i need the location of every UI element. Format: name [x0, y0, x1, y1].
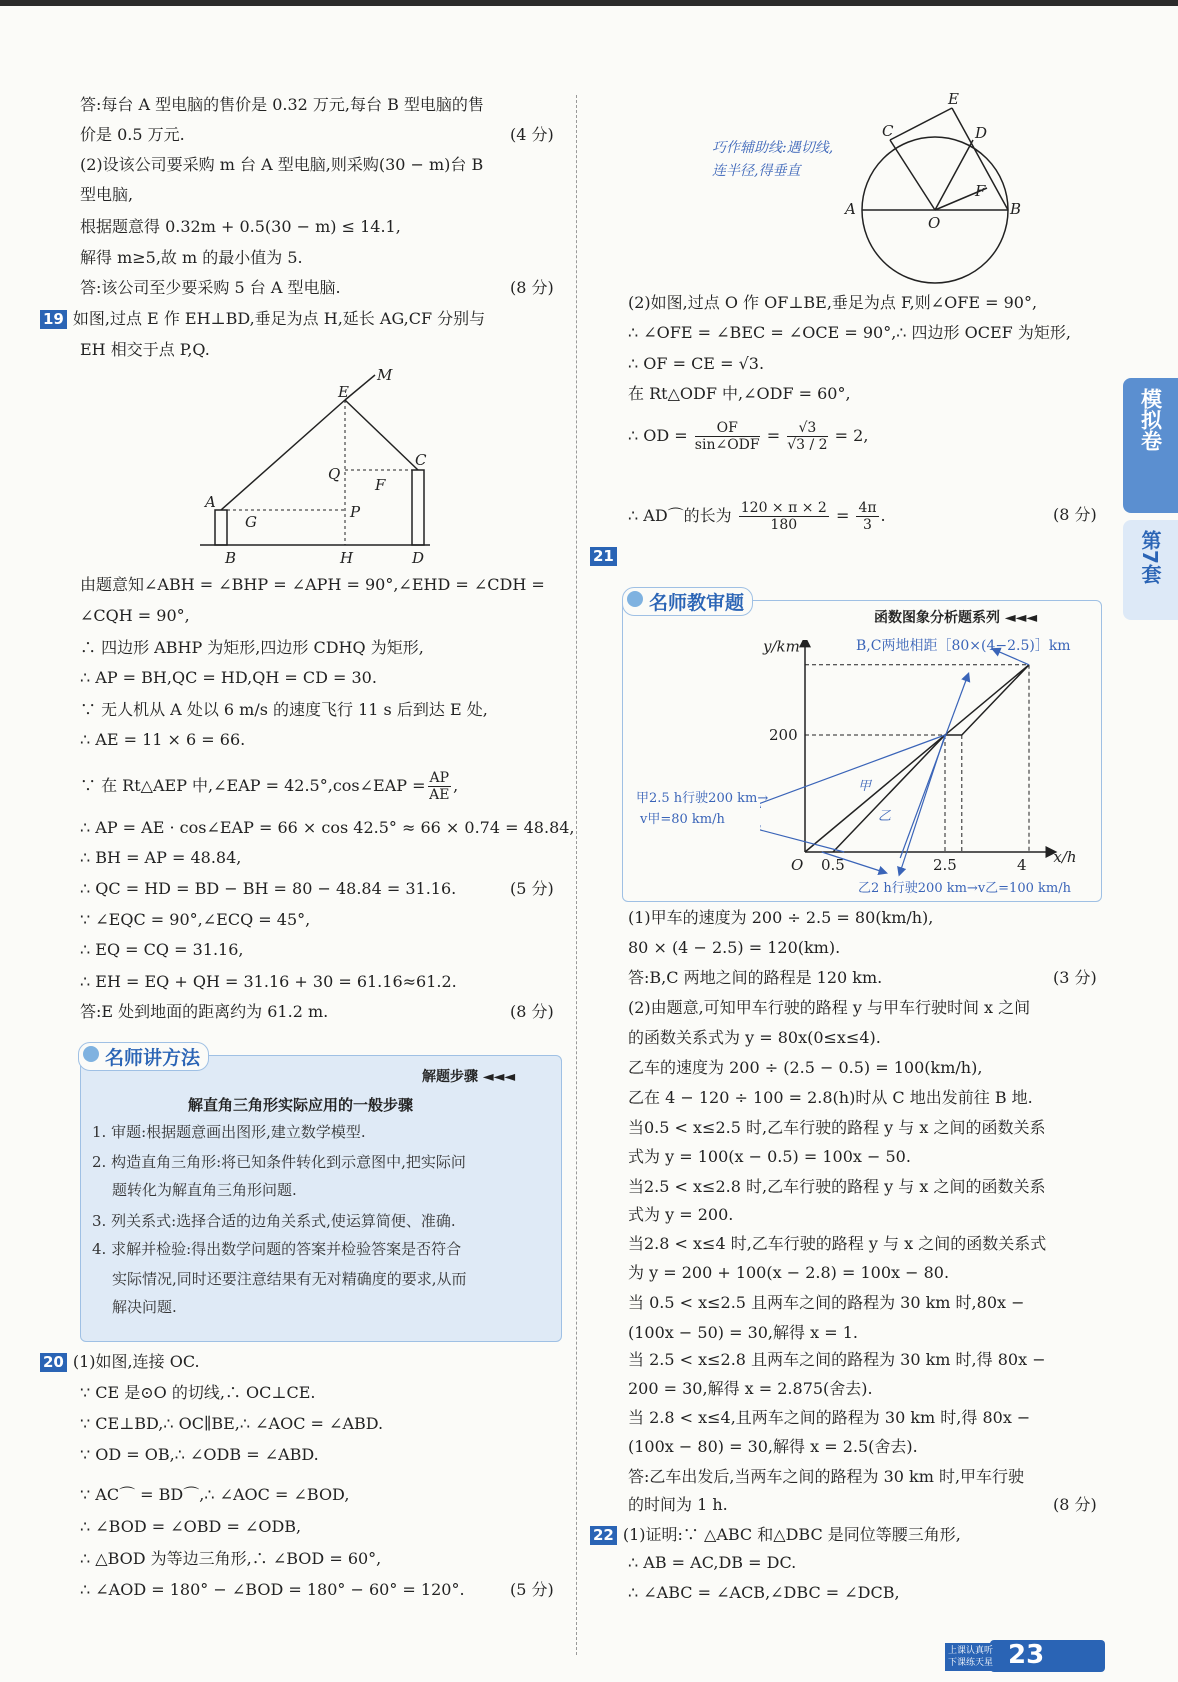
series-line-乙 — [833, 665, 1029, 852]
step: 3. 列关系式:选择合适的边角关系式,使运算简便、准确. — [92, 1212, 456, 1230]
text-line: 答:乙车出发后,当两车之间的路程为 30 km 时,甲车行驶 — [628, 1467, 1025, 1486]
score: (8 分) — [1053, 1495, 1097, 1514]
text-line: 的时间为 1 h. — [628, 1495, 728, 1514]
text-line: ∴ AP = BH,QC = HD,QH = CD = 30. — [80, 668, 377, 687]
slogan-line: 下课练天星 — [948, 1658, 994, 1668]
label: D — [975, 124, 988, 142]
fraction — [787, 420, 827, 453]
question-number: 21 — [590, 547, 617, 566]
annotation: 甲2.5 h行驶200 km→ — [636, 791, 769, 806]
text-line: 当 2.8 < x≤4,且两车之间的路程为 30 km 时,得 80x − — [628, 1408, 1031, 1427]
text-line: ∴ AP = AE · cos∠EAP = 66 × cos 42.5° ≈ 66 × 0.74 = 48.84, — [80, 818, 575, 837]
text-line: ∵ ∠EQC = 90°,∠ECQ = 45°, — [80, 910, 311, 929]
scan-top-edge — [0, 0, 1178, 6]
question-number: 22 — [590, 1526, 617, 1545]
fraction — [428, 770, 452, 803]
annotation: v甲=80 km/h — [640, 812, 725, 827]
origin-label: O — [791, 856, 804, 874]
text-line: (2)设该公司要采购 m 台 A 型电脑,则采购(30 − m)台 B — [80, 155, 484, 174]
question-20 — [40, 1352, 200, 1372]
label: F — [975, 182, 986, 200]
label: A — [205, 493, 216, 511]
tab-label: 第7套 — [1138, 530, 1162, 584]
text-line: 根据题意得 0.32m + 0.5(30 − m) ≤ 14.1, — [80, 217, 401, 236]
annotation: B,C两地相距［80×(4−2.5)］km — [856, 638, 1071, 654]
arc-line — [628, 500, 886, 533]
text-line: ∵ 在 Rt△AEP 中,∠EAP = 42.5°,cos∠EAP = $\frac{AP}{AE}$ , — [80, 770, 459, 803]
series-label-jia: 甲 — [858, 779, 872, 794]
text-line: 80 × (4 − 2.5) = 120(km). — [628, 938, 841, 957]
text-line: ∵ OD = OB,∴ ∠ODB = ∠ABD. — [80, 1445, 319, 1464]
annotation: 巧作辅助线:遇切线, — [712, 140, 834, 156]
text-line: 当2.8 < x≤4 时,乙车行驶的路程 y 与 x 之间的函数关系式 — [628, 1234, 1047, 1253]
step: 题转化为解直角三角形问题. — [112, 1181, 297, 1199]
text: = — [835, 506, 850, 525]
text-line: (2)由题意,可知甲车行驶的路程 y 与甲车行驶时间 x 之间 — [628, 998, 1031, 1017]
step: 1. 审题:根据题意画出图形,建立数学模型. — [92, 1123, 366, 1141]
step: 实际情况,同时还要注意结果有无对精确度的要求,从而 — [112, 1270, 467, 1288]
label: H — [340, 549, 354, 567]
method-box-tag: 解题步骤 ◄◄◄ — [422, 1069, 516, 1085]
text-line: 式为 y = 200. — [628, 1205, 734, 1224]
text-line: (100x − 80) = 30,解得 x = 2.5(舍去). — [628, 1437, 918, 1456]
label: D — [412, 549, 425, 567]
text-line: ∴ QC = HD = BD − BH = 80 − 48.84 = 31.16. — [80, 879, 457, 898]
score: (5 分) — [510, 879, 554, 898]
denominator: √3 / 2 — [787, 437, 828, 453]
text-line: ∴ ∠OFE = ∠BEC = ∠OCE = 90°,∴ 四边形 OCEF 为矩形, — [628, 323, 1071, 342]
label: Q — [328, 465, 341, 483]
text-line: 乙在 4 − 120 ÷ 100 = 2.8(h)时从 C 地出发前往 B 地. — [628, 1088, 1033, 1107]
denominator: 180 — [770, 517, 798, 533]
score: (3 分) — [1053, 968, 1097, 987]
od-line — [628, 420, 868, 453]
text-line: 乙车的速度为 200 ÷ (2.5 − 0.5) = 100(km/h), — [628, 1058, 983, 1077]
text-line: 答:B,C 两地之间的路程是 120 km. — [628, 968, 883, 987]
text: (1)如图,连接 OC. — [72, 1352, 200, 1371]
text-line: ∴ ∠BOD = ∠OBD = ∠ODB, — [80, 1517, 302, 1536]
text-line: 价是 0.5 万元. — [80, 125, 185, 144]
review-box-header — [622, 587, 753, 616]
score: (4 分) — [510, 125, 554, 144]
distance-time-chart — [760, 640, 1080, 880]
text-line: ∴ EQ = CQ = 31.16, — [80, 940, 244, 959]
text-line: 200 = 30,解得 x = 2.875(舍去). — [628, 1379, 873, 1398]
text: 如图,过点 E 作 EH⊥BD,垂足为点 H,延长 AG,CF 分别与 — [72, 309, 486, 328]
side-tab-mock-exam[interactable] — [1123, 378, 1178, 513]
label: G — [245, 513, 257, 531]
numerator: AP — [429, 770, 450, 786]
label: O — [928, 214, 941, 232]
text-line: ∴ OF = CE = √3. — [628, 354, 765, 373]
text: (1)证明:∵ △ABC 和△DBC 是同位等腰三角形, — [622, 1525, 961, 1544]
text-line: 答:每台 A 型电脑的售价是 0.32 万元,每台 B 型电脑的售 — [80, 95, 484, 114]
text: . — [880, 506, 886, 525]
annotation-arrow — [900, 677, 967, 859]
label: C — [882, 122, 894, 140]
denominator: sin∠ODF — [694, 437, 760, 453]
flower-icon — [83, 1046, 99, 1062]
page-number: 23 — [1008, 1640, 1045, 1670]
fraction — [856, 500, 878, 533]
score: (5 分) — [510, 1580, 554, 1599]
text-line: ∴ AB = AC,DB = DC. — [628, 1553, 797, 1572]
score: (8 分) — [510, 1002, 554, 1021]
text-line: ∠CQH = 90°, — [80, 606, 190, 625]
diagram-19 — [190, 365, 450, 575]
text-line: ∴ △BOD 为等边三角形,∴ ∠BOD = 60°, — [80, 1549, 382, 1568]
label: B — [1010, 200, 1022, 218]
column-divider — [576, 95, 577, 1655]
label: A — [845, 200, 856, 218]
footer-slogan — [945, 1643, 996, 1671]
text: ∴ OD = — [628, 426, 688, 445]
step: 解决问题. — [112, 1298, 177, 1316]
denominator: 3 — [863, 517, 872, 533]
x-axis-label: x/h — [1053, 848, 1077, 866]
numerator: 120 × π × 2 — [740, 500, 827, 516]
text: = 2, — [834, 426, 869, 445]
label: P — [350, 503, 361, 521]
numerator: 4π — [858, 500, 877, 516]
label: E — [338, 383, 349, 401]
text-line: 当0.5 < x≤2.5 时,乙车行驶的路程 y 与 x 之间的函数关系 — [628, 1118, 1046, 1137]
label: B — [225, 549, 237, 567]
text-line: ∵ 无人机从 A 处以 6 m/s 的速度飞行 11 s 后到达 E 处, — [80, 700, 488, 719]
text-line: EH 相交于点 P,Q. — [80, 340, 210, 359]
text: ∴ AD⌒的长为 — [628, 506, 732, 525]
text-line: (100x − 50) = 30,解得 x = 1. — [628, 1323, 858, 1342]
text-line: ∴ 四边形 ABHP 为矩形,四边形 CDHQ 为矩形, — [80, 638, 424, 657]
text-line: 式为 y = 100(x − 0.5) = 100x − 50. — [628, 1147, 911, 1166]
text-line: 解得 m≥5,故 m 的最小值为 5. — [80, 248, 303, 267]
text-line: 在 Rt△ODF 中,∠ODF = 60°, — [628, 384, 851, 403]
question-21 — [590, 546, 623, 566]
text-line: ∴ BH = AP = 48.84, — [80, 848, 242, 867]
flower-icon — [627, 591, 643, 607]
text-line: 的函数关系式为 y = 80x(0≤x≤4). — [628, 1028, 881, 1047]
slogan-line: 上课认真听 — [948, 1646, 994, 1656]
text: ∵ 在 Rt△AEP 中,∠EAP = 42.5°,cos∠EAP = — [80, 776, 426, 795]
series-label-yi: 乙 — [878, 809, 892, 824]
annotation: 乙2 h行驶200 km→v乙=100 km/h — [858, 881, 1071, 896]
circle-diagram — [840, 90, 1040, 290]
x-tick-label: 2.5 — [933, 856, 957, 874]
y-tick-label: 200 — [769, 726, 798, 744]
text-line: ∴ EH = EQ + QH = 31.16 + 30 = 61.16≈61.2. — [80, 972, 457, 991]
x-tick-label: 0.5 — [821, 856, 845, 874]
label: E — [948, 90, 959, 108]
text-line: (2)如图,过点 O 作 OF⊥BE,垂足为点 F,则∠OFE = 90°, — [628, 293, 1038, 312]
header-text: 名师讲方法 — [105, 1047, 201, 1069]
question-19 — [40, 309, 485, 329]
fraction — [739, 500, 829, 533]
header-text: 名师教审题 — [649, 592, 745, 614]
label: C — [415, 451, 427, 469]
fraction — [695, 420, 760, 453]
text-line: 为 y = 200 + 100(x − 2.8) = 100x − 80. — [628, 1263, 950, 1282]
numerator: √3 — [787, 420, 827, 437]
text-line: 当 0.5 < x≤2.5 且两车之间的路程为 30 km 时,80x − — [628, 1293, 1025, 1312]
y-axis-label: y/km — [763, 640, 800, 656]
question-number: 19 — [40, 310, 67, 329]
text-line: ∵ AC⌒ = BD⌒,∴ ∠AOC = ∠BOD, — [80, 1485, 350, 1504]
text-line: ∴ ∠AOD = 180° − ∠BOD = 180° − 60° = 120°. — [80, 1580, 465, 1599]
annotation-arrow — [760, 829, 844, 852]
annotation: 连半径,得垂直 — [712, 163, 801, 179]
denominator: AE — [429, 787, 450, 803]
text: = — [766, 426, 781, 445]
question-number: 20 — [40, 1353, 67, 1372]
text-line: ∴ ∠ABC = ∠ACB,∠DBC = ∠DCB, — [628, 1583, 900, 1602]
step: 2. 构造直角三角形:将已知条件转化到示意图中,把实际问 — [92, 1153, 466, 1171]
text-line: 当2.5 < x≤2.8 时,乙车行驶的路程 y 与 x 之间的函数关系 — [628, 1177, 1046, 1196]
numerator: OF — [695, 420, 760, 437]
label: F — [375, 476, 386, 494]
text-line: 答:该公司至少要采购 5 台 A 型电脑. — [80, 278, 341, 297]
question-22 — [590, 1525, 961, 1545]
text-line: 型电脑, — [80, 185, 134, 204]
step: 4. 求解并检验:得出数学问题的答案并检验答案是否符合 — [92, 1240, 462, 1258]
text-line: ∵ CE 是⊙O 的切线,∴ OC⊥CE. — [80, 1383, 316, 1402]
series-line-甲 — [805, 665, 1029, 852]
text-line: 当 2.5 < x≤2.8 且两车之间的路程为 30 km 时,得 80x − — [628, 1350, 1046, 1369]
method-box-title: 解直角三角形实际应用的一般步骤 — [188, 1096, 414, 1114]
text-line: 由题意知∠ABH = ∠BHP = ∠APH = 90°,∠EHD = ∠CDH = — [80, 575, 545, 594]
tab-label: 模拟卷 — [1138, 388, 1163, 451]
text-line: (1)甲车的速度为 200 ÷ 2.5 = 80(km/h), — [628, 908, 934, 927]
text-line: ∵ CE⊥BD,∴ OC∥BE,∴ ∠AOC = ∠ABD. — [80, 1414, 384, 1433]
annotation-arrow — [995, 650, 1029, 665]
label: M — [377, 366, 393, 384]
text-line: ∴ AE = 11 × 6 = 66. — [80, 730, 246, 749]
review-box-tag: 函数图象分析题系列 ◄◄◄ — [874, 610, 1038, 626]
text-line: 答:E 处到地面的距离约为 61.2 m. — [80, 1002, 329, 1021]
method-box-header — [78, 1042, 209, 1071]
x-tick-label: 4 — [1017, 856, 1027, 874]
score: (8 分) — [510, 278, 554, 297]
annotation-arrow — [760, 735, 945, 805]
side-tab-set[interactable] — [1123, 520, 1178, 620]
score: (8 分) — [1053, 505, 1097, 524]
